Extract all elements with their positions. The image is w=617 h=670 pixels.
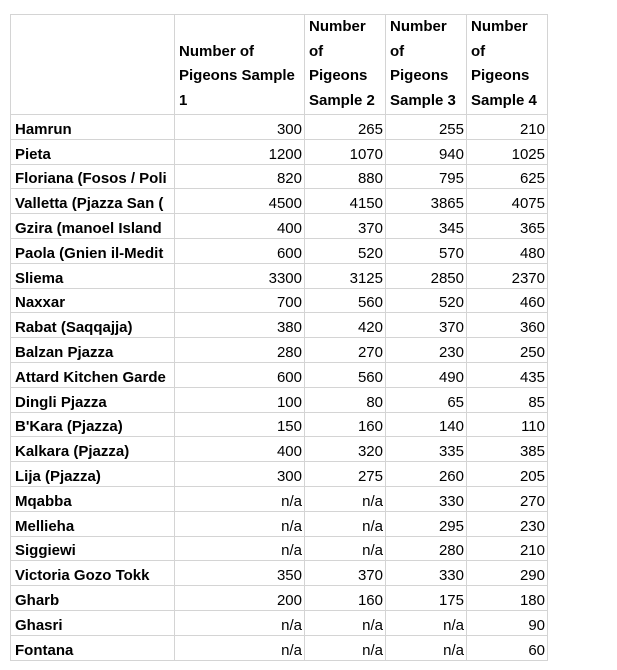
table-row (11, 635, 548, 660)
table-row (11, 313, 548, 338)
sample-3-cell[interactable]: 230 (386, 338, 467, 363)
sample-1-cell[interactable]: 300 (175, 462, 305, 487)
location-cell[interactable]: Rabat (Saqqajja) (11, 313, 175, 338)
sample-3-cell[interactable]: 65 (386, 387, 467, 412)
pigeon-count-table (10, 14, 548, 661)
sample-3-cell[interactable]: 3865 (386, 189, 467, 214)
sample-4-cell[interactable]: 230 (467, 511, 548, 536)
table-row (11, 586, 548, 611)
location-cell[interactable]: Mqabba (11, 486, 175, 511)
sample-2-cell[interactable]: 275 (305, 462, 386, 487)
sample-4-cell[interactable]: 625 (467, 164, 548, 189)
sample-1-cell[interactable]: 1200 (175, 139, 305, 164)
sample-2-cell[interactable]: 560 (305, 362, 386, 387)
location-cell[interactable]: Attard Kitchen Garde (11, 362, 175, 387)
sample-3-cell[interactable]: 295 (386, 511, 467, 536)
header-cell-sample-4[interactable]: Number of Pigeons Sample 4 (467, 15, 548, 115)
sample-4-cell[interactable]: 4075 (467, 189, 548, 214)
table-row (11, 189, 548, 214)
sample-2-cell[interactable]: 4150 (305, 189, 386, 214)
sample-4-cell[interactable]: 110 (467, 412, 548, 437)
table-row (11, 462, 548, 487)
sample-2-cell[interactable]: n/a (305, 486, 386, 511)
header-row (11, 15, 548, 115)
sample-2-cell[interactable]: 320 (305, 437, 386, 462)
spreadsheet (10, 14, 548, 661)
sample-1-cell[interactable]: 600 (175, 238, 305, 263)
sample-3-cell[interactable]: 490 (386, 362, 467, 387)
sample-3-cell[interactable]: 2850 (386, 263, 467, 288)
sample-3-cell[interactable]: 280 (386, 536, 467, 561)
sample-2-cell[interactable]: 3125 (305, 263, 386, 288)
sample-3-cell[interactable]: 345 (386, 214, 467, 239)
sample-3-cell[interactable]: 260 (386, 462, 467, 487)
table-row (11, 115, 548, 140)
location-cell[interactable]: Valletta (Pjazza San ( (11, 189, 175, 214)
table-row (11, 238, 548, 263)
table-row (11, 164, 548, 189)
sample-4-cell[interactable]: 60 (467, 635, 548, 660)
table-row (11, 511, 548, 536)
location-cell[interactable]: Dingli Pjazza (11, 387, 175, 412)
table-row (11, 362, 548, 387)
sample-1-cell[interactable]: n/a (175, 610, 305, 635)
table-row (11, 610, 548, 635)
location-cell[interactable]: Victoria Gozo Tokk (11, 561, 175, 586)
location-cell[interactable]: Gharb (11, 586, 175, 611)
sample-2-cell[interactable]: 265 (305, 115, 386, 140)
table-row (11, 139, 548, 164)
sample-4-cell[interactable]: 180 (467, 586, 548, 611)
sample-2-cell[interactable]: n/a (305, 635, 386, 660)
sample-4-cell[interactable]: 90 (467, 610, 548, 635)
table-row (11, 288, 548, 313)
location-cell[interactable]: Lija (Pjazza) (11, 462, 175, 487)
header-cell-sample-1[interactable]: Number of Pigeons Sample 1 (175, 15, 305, 115)
sample-4-cell[interactable]: 210 (467, 536, 548, 561)
table-row (11, 486, 548, 511)
location-cell[interactable]: Gzira (manoel Island (11, 214, 175, 239)
sample-4-cell[interactable]: 85 (467, 387, 548, 412)
sample-3-cell[interactable]: 940 (386, 139, 467, 164)
location-cell[interactable]: Pieta (11, 139, 175, 164)
sample-3-cell[interactable]: 175 (386, 586, 467, 611)
table-row (11, 412, 548, 437)
sample-2-cell[interactable]: n/a (305, 610, 386, 635)
sample-4-cell[interactable]: 435 (467, 362, 548, 387)
sample-3-cell[interactable]: 255 (386, 115, 467, 140)
sample-4-cell[interactable]: 460 (467, 288, 548, 313)
location-cell[interactable]: Kalkara (Pjazza) (11, 437, 175, 462)
sample-3-cell[interactable]: 330 (386, 561, 467, 586)
sample-1-cell[interactable]: 400 (175, 214, 305, 239)
sample-4-cell[interactable]: 1025 (467, 139, 548, 164)
sample-2-cell[interactable]: 370 (305, 561, 386, 586)
sample-3-cell[interactable]: n/a (386, 610, 467, 635)
sample-3-cell[interactable]: 330 (386, 486, 467, 511)
location-cell[interactable]: Hamrun (11, 115, 175, 140)
header-cell-location[interactable] (11, 15, 175, 115)
location-cell[interactable]: Ghasri (11, 610, 175, 635)
sample-1-cell[interactable]: 400 (175, 437, 305, 462)
sample-4-cell[interactable]: 210 (467, 115, 548, 140)
location-cell[interactable]: Siggiewi (11, 536, 175, 561)
sample-2-cell[interactable]: 520 (305, 238, 386, 263)
sample-1-cell[interactable]: 280 (175, 338, 305, 363)
location-cell[interactable]: Balzan Pjazza (11, 338, 175, 363)
sample-1-cell[interactable]: 3300 (175, 263, 305, 288)
sample-1-cell[interactable]: 380 (175, 313, 305, 338)
sample-2-cell[interactable]: 160 (305, 586, 386, 611)
sample-1-cell[interactable]: n/a (175, 486, 305, 511)
sample-1-cell[interactable]: 350 (175, 561, 305, 586)
sample-3-cell[interactable]: 795 (386, 164, 467, 189)
table-row (11, 263, 548, 288)
table-row (11, 214, 548, 239)
sample-1-cell[interactable]: 4500 (175, 189, 305, 214)
sample-3-cell[interactable]: 520 (386, 288, 467, 313)
sample-2-cell[interactable]: 270 (305, 338, 386, 363)
sample-2-cell[interactable]: 880 (305, 164, 386, 189)
header-cell-sample-3[interactable]: Number of Pigeons Sample 3 (386, 15, 467, 115)
location-cell[interactable]: Floriana (Fosos / Poli (11, 164, 175, 189)
sample-1-cell[interactable]: 300 (175, 115, 305, 140)
sample-3-cell[interactable]: n/a (386, 635, 467, 660)
sample-1-cell[interactable]: 150 (175, 412, 305, 437)
sample-4-cell[interactable]: 480 (467, 238, 548, 263)
table-row (11, 387, 548, 412)
sample-1-cell[interactable]: 600 (175, 362, 305, 387)
location-cell[interactable]: Fontana (11, 635, 175, 660)
sample-1-cell[interactable]: n/a (175, 635, 305, 660)
sample-1-cell[interactable]: 700 (175, 288, 305, 313)
sample-2-cell[interactable]: 160 (305, 412, 386, 437)
sample-4-cell[interactable]: 250 (467, 338, 548, 363)
location-cell[interactable]: Paola (Gnien il-Medit (11, 238, 175, 263)
sample-2-cell[interactable]: 420 (305, 313, 386, 338)
location-cell[interactable]: Mellieha (11, 511, 175, 536)
location-cell[interactable]: B'Kara (Pjazza) (11, 412, 175, 437)
sample-1-cell[interactable]: 200 (175, 586, 305, 611)
table-row (11, 561, 548, 586)
sample-4-cell[interactable]: 270 (467, 486, 548, 511)
sample-3-cell[interactable]: 370 (386, 313, 467, 338)
sample-2-cell[interactable]: 560 (305, 288, 386, 313)
sample-1-cell[interactable]: 100 (175, 387, 305, 412)
sample-4-cell[interactable]: 2370 (467, 263, 548, 288)
sample-4-cell[interactable]: 205 (467, 462, 548, 487)
sample-2-cell[interactable]: 1070 (305, 139, 386, 164)
sample-3-cell[interactable]: 140 (386, 412, 467, 437)
location-cell[interactable]: Naxxar (11, 288, 175, 313)
sample-3-cell[interactable]: 570 (386, 238, 467, 263)
table-row (11, 437, 548, 462)
sample-2-cell[interactable]: n/a (305, 536, 386, 561)
sample-2-cell[interactable]: n/a (305, 511, 386, 536)
sample-1-cell[interactable]: n/a (175, 511, 305, 536)
sample-4-cell[interactable]: 360 (467, 313, 548, 338)
sample-3-cell[interactable]: 335 (386, 437, 467, 462)
header-cell-sample-2[interactable]: Number of Pigeons Sample 2 (305, 15, 386, 115)
sample-4-cell[interactable]: 290 (467, 561, 548, 586)
sample-1-cell[interactable]: 820 (175, 164, 305, 189)
sample-4-cell[interactable]: 365 (467, 214, 548, 239)
location-cell[interactable]: Sliema (11, 263, 175, 288)
sample-4-cell[interactable]: 385 (467, 437, 548, 462)
sample-2-cell[interactable]: 370 (305, 214, 386, 239)
table-row (11, 536, 548, 561)
sample-2-cell[interactable]: 80 (305, 387, 386, 412)
table-row (11, 338, 548, 363)
sample-1-cell[interactable]: n/a (175, 536, 305, 561)
